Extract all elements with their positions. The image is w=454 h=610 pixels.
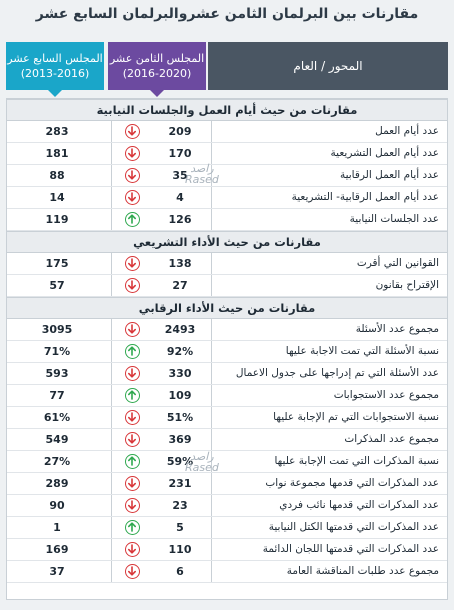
column-divider <box>111 121 112 142</box>
row-label: عدد المذكرات التي قدمها نائب فردي <box>211 495 443 516</box>
arrow-up-icon <box>125 212 140 227</box>
arrow-down-icon <box>125 410 140 425</box>
table-row <box>7 473 447 495</box>
table-row <box>7 517 447 539</box>
table-row <box>7 385 447 407</box>
row-label: مجموع عدد الاستجوابات <box>211 385 443 406</box>
value-parliament-17: 3095 <box>41 323 73 336</box>
value-parliament-18: 51% <box>166 411 194 424</box>
table-row <box>7 407 447 429</box>
arrow-down-icon <box>125 256 140 271</box>
watermark-arabic: راصد <box>190 162 214 175</box>
table-row <box>7 561 447 583</box>
column-divider <box>111 341 112 362</box>
value-parliament-17: 37 <box>49 565 65 578</box>
value-parliament-18: 6 <box>176 565 184 578</box>
table-row <box>7 275 447 297</box>
header-pointer-17 <box>48 90 62 97</box>
arrow-up-icon <box>125 344 140 359</box>
value-parliament-18: 2493 <box>164 323 196 336</box>
row-label: عدد الجلسات النيابية <box>211 209 443 230</box>
table-row <box>7 539 447 561</box>
watermark-latin: Rased <box>185 173 219 186</box>
value-parliament-17: 1 <box>53 521 61 534</box>
value-parliament-18: 110 <box>168 543 192 556</box>
value-parliament-18: 27 <box>172 279 188 292</box>
row-label: عدد أيام العمل التشريعية <box>211 143 443 164</box>
value-parliament-18: 138 <box>168 257 192 270</box>
arrow-down-icon <box>125 278 140 293</box>
header-parliament-18 <box>108 42 206 90</box>
row-label: مجموع عدد الأسئلة <box>211 319 443 340</box>
value-parliament-17: 169 <box>45 543 69 556</box>
value-parliament-18: 126 <box>168 213 192 226</box>
value-parliament-17: 175 <box>45 257 69 270</box>
row-label: عدد أيام العمل <box>211 121 443 142</box>
column-divider <box>111 517 112 538</box>
arrow-down-icon <box>125 168 140 183</box>
table-row <box>7 187 447 209</box>
arrow-down-icon <box>125 146 140 161</box>
value-parliament-17: 77 <box>49 389 65 402</box>
row-label: مجموع عدد المذكرات <box>211 429 443 450</box>
value-parliament-18: 4 <box>176 191 184 204</box>
page-title: مقارنات بين البرلمان الثامن عشروالبرلمان السابع عشر <box>35 6 419 22</box>
row-label: الإقتراح بقانون <box>211 275 443 296</box>
header-parliament-17-dates: (2013-2016) <box>20 67 90 80</box>
value-parliament-18: 5 <box>176 521 184 534</box>
value-parliament-18: 35 <box>172 169 188 182</box>
watermark-arabic: راصد <box>190 450 214 463</box>
value-parliament-17: 90 <box>49 499 65 512</box>
value-parliament-17: 119 <box>45 213 69 226</box>
rased-watermark <box>185 451 219 473</box>
arrow-down-icon <box>125 190 140 205</box>
value-parliament-18: 369 <box>168 433 192 446</box>
column-divider <box>111 253 112 274</box>
row-label: عدد الأسئلة التي تم إدراجها على جدول الاعمال <box>211 363 443 384</box>
rased-watermark <box>185 163 219 185</box>
table-row <box>7 319 447 341</box>
header-parliament-18-name: المجلس الثامن عشر <box>109 52 205 65</box>
value-parliament-18: 330 <box>168 367 192 380</box>
table-row <box>7 363 447 385</box>
row-label: نسبة الاستجوابات التي تم الإجابة عليها <box>211 407 443 428</box>
section-header: مقارنات من حيث أيام العمل والجلسات النيابية <box>7 99 447 121</box>
row-label: عدد أيام العمل الرقابية- التشريعية <box>211 187 443 208</box>
section-header: مقارنات من حيث الأداء الرقابي <box>7 297 447 319</box>
value-parliament-18: 23 <box>172 499 188 512</box>
value-parliament-18: 59% <box>166 455 194 468</box>
value-parliament-17: 283 <box>45 125 69 138</box>
value-parliament-18: 170 <box>168 147 192 160</box>
table-row <box>7 253 447 275</box>
column-divider <box>111 187 112 208</box>
arrow-down-icon <box>125 322 140 337</box>
value-parliament-18: 109 <box>168 389 192 402</box>
column-divider <box>111 275 112 296</box>
arrow-down-icon <box>125 476 140 491</box>
arrow-down-icon <box>125 564 140 579</box>
arrow-down-icon <box>125 366 140 381</box>
header-pointer-18 <box>150 90 164 97</box>
value-parliament-17: 14 <box>49 191 65 204</box>
row-label: عدد المذكرات التي قدمتها اللجان الدائمة <box>211 539 443 560</box>
column-divider <box>111 429 112 450</box>
column-divider <box>111 165 112 186</box>
arrow-down-icon <box>125 542 140 557</box>
table-row <box>7 121 447 143</box>
table-row <box>7 495 447 517</box>
header-parliament-18-dates: (2016-2020) <box>122 67 192 80</box>
column-divider <box>111 561 112 582</box>
column-divider <box>111 319 112 340</box>
value-parliament-17: 61% <box>43 411 71 424</box>
value-parliament-18: 92% <box>166 345 194 358</box>
column-divider <box>111 539 112 560</box>
watermark-latin: Rased <box>185 461 219 474</box>
column-divider <box>111 143 112 164</box>
value-parliament-17: 593 <box>45 367 69 380</box>
value-parliament-18: 231 <box>168 477 192 490</box>
header-parliament-17 <box>6 42 104 90</box>
row-label: مجموع عدد طلبات المناقشة العامة <box>211 561 443 582</box>
table-row <box>7 162 447 187</box>
arrow-down-icon <box>125 124 140 139</box>
row-label: نسبة الأسئلة التي تمت الاجابة عليها <box>211 341 443 362</box>
comparison-table <box>6 98 448 600</box>
table-row <box>7 341 447 363</box>
arrow-up-icon <box>125 520 140 535</box>
table-row <box>7 451 447 473</box>
header-parliament-17-name: المجلس السابع عشر <box>7 52 103 65</box>
arrow-up-icon <box>125 388 140 403</box>
row-label: نسبة المذكرات التي تمت الإجابة عليها <box>211 451 443 472</box>
value-parliament-17: 289 <box>45 477 69 490</box>
section-header: مقارنات من حيث الأداء التشريعي <box>7 231 447 253</box>
column-divider <box>111 363 112 384</box>
arrow-down-icon <box>125 498 140 513</box>
value-parliament-17: 88 <box>49 169 65 182</box>
value-parliament-17: 27% <box>43 455 71 468</box>
value-parliament-18: 209 <box>168 125 192 138</box>
arrow-up-icon <box>125 454 140 469</box>
table-row <box>7 209 447 231</box>
row-label: عدد المذكرات التي قدمها مجموعة نواب <box>211 473 443 494</box>
column-divider <box>111 473 112 494</box>
value-parliament-17: 57 <box>49 279 65 292</box>
column-divider <box>111 495 112 516</box>
column-divider <box>111 385 112 406</box>
value-parliament-17: 71% <box>43 345 71 358</box>
header-axis <box>208 42 448 90</box>
row-label: عدد أيام العمل الرقابية <box>211 165 443 186</box>
header-axis-label: المحور / العام <box>293 58 363 73</box>
column-divider <box>111 209 112 230</box>
arrow-down-icon <box>125 432 140 447</box>
value-parliament-17: 549 <box>45 433 69 446</box>
column-divider <box>111 407 112 428</box>
column-divider <box>111 451 112 472</box>
table-row <box>7 143 447 165</box>
value-parliament-17: 181 <box>45 147 69 160</box>
table-row <box>7 429 447 451</box>
row-label: عدد المذكرات التي قدمتها الكتل النيابية <box>211 517 443 538</box>
row-label: القوانين التي أقرت <box>211 253 443 274</box>
